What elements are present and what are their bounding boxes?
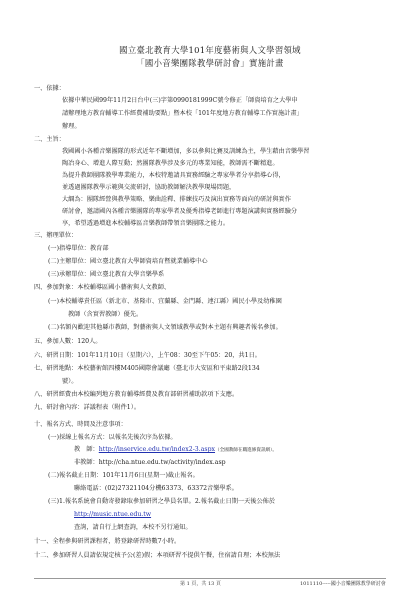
body-line: (二)主辦單位：國立臺北教育大學師資培育暨就業輔導中心 (48, 258, 208, 265)
body-line: 研討會，邀請國內各種音樂團隊的專家學者及優秀指導老師進行專題演講與實務經驗分 (62, 208, 298, 215)
body-line: 八、研習經費由本校編列地方教育輔導經費及教育部研習補助款項下支應。 (34, 391, 239, 398)
body-line: 教師（含實習教師）優先。 (68, 311, 143, 318)
body-line: 請辦理地方教育輔導工作經費補助要點」暨本校「101年度地方教育輔導工作實施計畫」 (62, 110, 303, 117)
body-line: (一)指導單位：教育部 (48, 245, 109, 252)
body-line: 陶冶身心、增進人際互動；然團隊教學涉及多元的專業知能，教師需不斷精進。 (62, 160, 279, 167)
footer-doc-title: 1011110-----國小音樂團隊教學研討會 (300, 581, 386, 587)
body-line: 十一、全程參與研習課程者，將登錄研習時數7小時。 (34, 538, 181, 545)
body-line: 聯絡電話：(02)27321104分機63373、63372音樂學系。 (74, 485, 238, 492)
body-line: (二)名額內歡迎其他縣市教師，對藝術與人文領域教學或對本主題有興趣者報名參加。 (48, 324, 282, 331)
body-line: 二、主旨： (34, 136, 65, 143)
body-line: 我國國小各種音樂團隊的形式近年不斷增加，多以參與比賽及訓練為主，學生藉由音樂學習 (62, 148, 310, 155)
body-line: 為提升教師團隊教學專業能力，本校特邀請具實務經驗之專家學者分享指導心得， (62, 172, 285, 179)
body-line: 大綱為：團隊經營與教學策略、樂曲詮釋、排練技巧及演出實務等面向的研討與實作 (62, 196, 291, 203)
footer-divider (34, 578, 386, 579)
body-line: 一、依據： (34, 85, 65, 92)
music-website-line (74, 511, 151, 518)
body-line: (一)本校輔導責任區（新北市、基隆市、宜蘭縣、金門縣、連江縣）國民小學及幼稚園 (48, 298, 282, 305)
body-line: 五、參加人數：120人。 (34, 338, 102, 345)
body-line: (一)採線上報名方式：以報名先後次序為依據。 (48, 434, 177, 441)
body-line: 查詢，請自行上網查詢，本校不另行通知。 (74, 524, 192, 531)
body-line: 四、參加對象：本校輔導區國小藝術與人文教師、 (34, 284, 171, 291)
body-line: 六、研習日期：101年11月10日（星期六），上午08：30至下午05：20，共1日。 (34, 352, 261, 359)
body-line: 十、報名方式、時間及注意事項： (34, 421, 127, 428)
body-line: 享，希望透過增進本校輔導區音樂教師帶領音樂團隊之能力。 (62, 220, 230, 227)
body-line: 七、研習地點：本校藝術館四樓M405國際會議廳（臺北市大安區和平東路2段134 (34, 365, 260, 372)
music-dept-link[interactable]: http://music.ntue.edu.tw (74, 511, 152, 518)
body-line: 並透過團隊教學示範與交流研討，協助教師解決教學現場問題， (62, 184, 236, 191)
body-line: 依據中華民國99年11月2日台中(三)字第0990181999C號令修正「師資培育之大學申 (62, 97, 298, 104)
body-line: 三、辦理單位： (34, 232, 78, 239)
body-line: 九、研討會內容：詳議程表（附件1）。 (34, 404, 141, 411)
teacher-label: 教 師： (74, 446, 99, 453)
body-line: 十二、參加研習人員請依規定核予公(差)假；本項研習不提供午餐，住宿請自理；本校無法 (34, 552, 281, 559)
page-number: 第 1 頁，共 13 頁 (180, 581, 221, 587)
document-subtitle: 「國小音樂團隊教學研討會」實施計畫 (136, 58, 284, 68)
teacher-registration-line (74, 446, 277, 454)
body-line: 辦理。 (62, 123, 81, 130)
body-line: 號）。 (62, 378, 78, 385)
body-line: 非教師：http://cha.ntue.edu.tw/activity/index.asp (74, 459, 226, 466)
body-line: (二)報名截止日期：101年11月6日(星期一)截止報名。 (48, 472, 199, 479)
inservice-note: （全國教師在職進修資訊網）。 (215, 448, 278, 453)
document-title: 國立臺北教育大學101年度藝術與人文學習領域 (119, 45, 301, 55)
inservice-link[interactable]: http://inservice.edu.tw/index2-3.aspx (98, 446, 216, 453)
body-line: (三)1.報名系統會自動寄發錄取參加研習之學員名單。2.報名截止日期一天後公佈於 (48, 498, 276, 505)
body-line: (三)承辦單位：國立臺北教育大學音樂學系 (48, 271, 165, 278)
